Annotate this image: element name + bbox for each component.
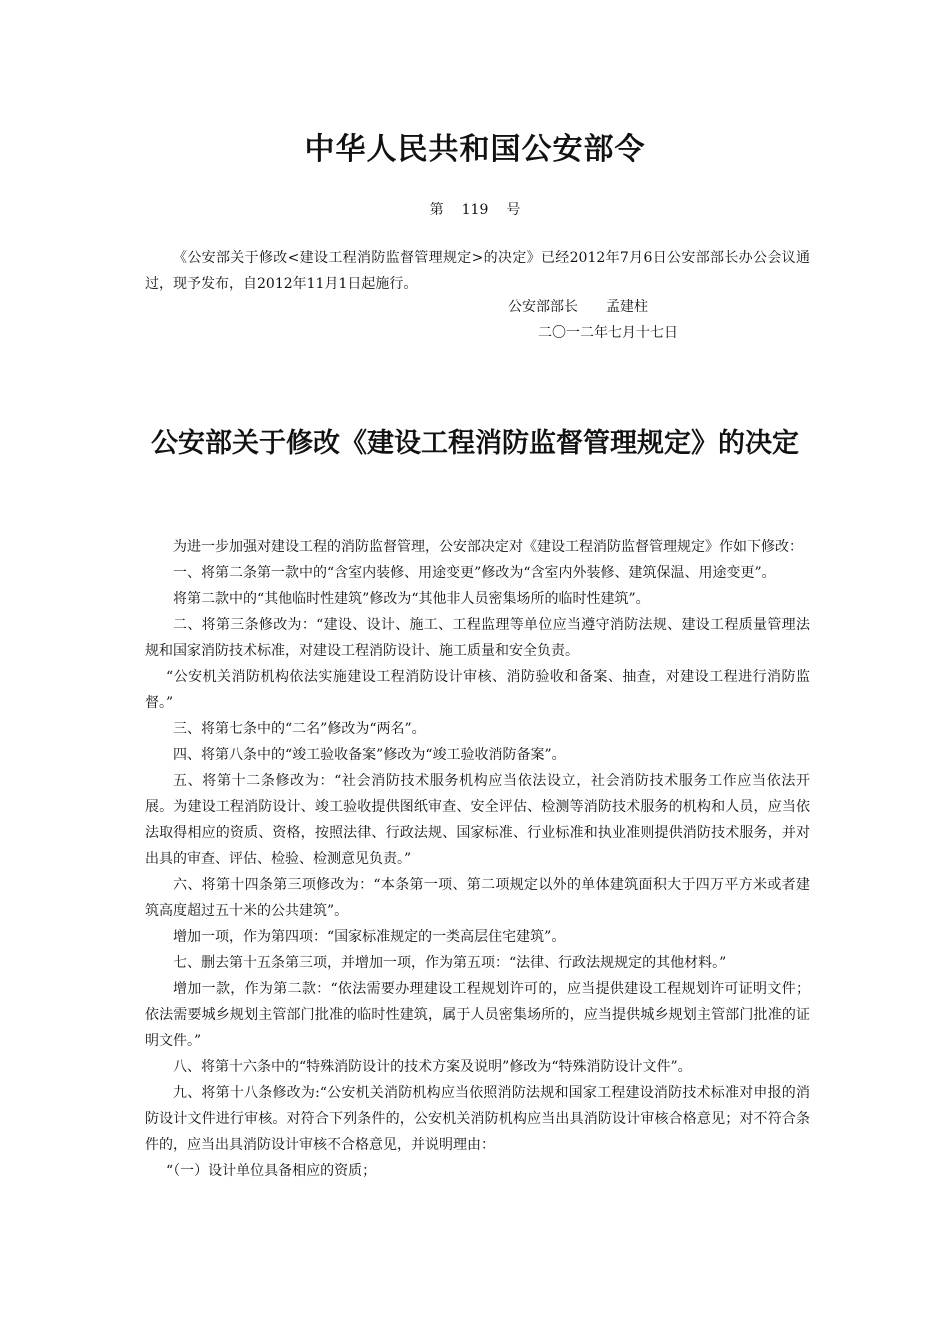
paragraph: “（一）设计单位具备相应的资质； [166, 1163, 377, 1179]
signatory-title: 公安部部长 [508, 299, 578, 315]
paragraph: 为进一步加强对建设工程的消防监督管理，公安部决定对《建设工程消防监督管理规定》作如下修改： [173, 539, 803, 555]
signature-line [508, 294, 648, 320]
paragraph: 四、将第八条中的“竣工验收备案”修改为“竣工验收消防备案”。 [173, 747, 566, 763]
paragraph: 七、删去第十五条第三项，并增加一项，作为第五项：“法律、行政法规规定的其他材料。” [173, 955, 727, 971]
paragraph: 九、将第十八条修改为:“公安机关消防机构应当依照消防法规和国家工程建设消防技术标准对申报的消防设计文件进行审核。对符合下列条件的，公安机关消防机构应当出具消防设计审核合格意见；对不符合条件的，应当出具消防设计审核不合格意见，并说明理由： [145, 1085, 810, 1153]
decree-number [0, 200, 950, 220]
paragraph: 将第二款中的“其他临时性建筑”修改为“其他非人员密集场所的临时性建筑”。 [173, 591, 650, 607]
decree-title: 中华人民共和国公安部令 [304, 132, 646, 167]
signatory-name: 孟建柱 [606, 299, 648, 315]
paragraph: “公安机关消防机构依法实施建设工程消防设计审核、消防验收和备案、抽查，对建设工程进行消防监督。” [145, 669, 810, 711]
decision-title: 公安部关于修改《建设工程消防监督管理规定》的决定 [151, 428, 799, 459]
paragraph: 八、将第十六条中的“特殊消防设计的技术方案及说明”修改为“特殊消防设计文件”。 [173, 1059, 692, 1075]
paragraph: 增加一项，作为第四项：“国家标准规定的一类高层住宅建筑”。 [173, 929, 566, 945]
decision-body [145, 534, 810, 1184]
decree-number-value: 119 [461, 202, 489, 218]
paragraph: 一、将第二条第一款中的“含室内装修、用途变更”修改为“含室内外装修、建筑保温、用途变更”。 [173, 565, 776, 581]
paragraph: 增加一款，作为第二款：“依法需要办理建设工程规划许可的，应当提供建设工程规划许可证明文件；依法需要城乡规划主管部门批准的临时性建筑，属于人员密集场所的，应当提供城乡规划主管部门批准的证明文件。” [145, 981, 810, 1049]
paragraph: 三、将第七条中的“二名”修改为“两名”。 [173, 721, 426, 737]
decree-number-prefix: 第 [429, 202, 444, 218]
decree-date: 二〇一二年七月十七日 [538, 325, 678, 341]
paragraph: 二、将第三条修改为：“建设、设计、施工、工程监理等单位应当遵守消防法规、建设工程质量管理法规和国家消防技术标准，对建设工程消防设计、施工质量和安全负责。 [145, 617, 810, 659]
paragraph: 五、将第十二条修改为：“社会消防技术服务机构应当依法设立，社会消防技术服务工作应当依法开展。为建设工程消防设计、竣工验收提供图纸审查、安全评估、检测等消防技术服务的机构和人员，应当依法取得相应的资质、资格，按照法律、行政法规、国家标准、行业标准和执业准则提供消防技术服务，并对出具的审查、评估、检验、检测意见负责。” [145, 773, 810, 867]
decree-number-suffix: 号 [506, 202, 521, 218]
decree-intro: 《公安部关于修改<建设工程消防监督管理规定>的决定》已经2012年7月6日公安部部长办公会议通过，现予发布，自2012年11月1日起施行。 [145, 250, 810, 292]
paragraph: 六、将第十四条第三项修改为：“本条第一项、第二项规定以外的单体建筑面积大于四万平方米或者建筑高度超过五十米的公共建筑”。 [145, 877, 810, 919]
